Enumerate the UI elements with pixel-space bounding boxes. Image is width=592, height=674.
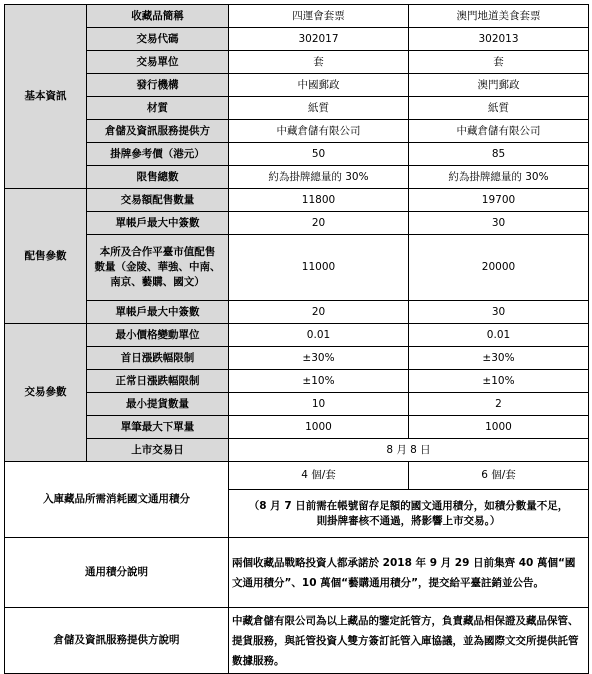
points-required-label: 入庫藏品所需消耗國文通用積分 — [5, 462, 229, 538]
row-label-allocation-qty: 交易額配售數量 — [87, 189, 229, 212]
storage-desc-label: 倉儲及資訊服務提供方說明 — [5, 608, 229, 674]
restricted-total-1: 約為掛牌總量的 30% — [229, 166, 409, 189]
issuer-1: 中國郵政 — [229, 74, 409, 97]
points-desc-label: 通用積分說明 — [5, 538, 229, 608]
product2-name: 澳門地道美食套票 — [409, 5, 589, 28]
row-label-trade-code: 交易代碼 — [87, 28, 229, 51]
normal-day-limit-1: ±10% — [229, 370, 409, 393]
issuer-2: 澳門郵政 — [409, 74, 589, 97]
row-label-listing-date: 上市交易日 — [87, 439, 229, 462]
points-required-1: 4 個/套 — [229, 462, 409, 490]
points-note — [229, 490, 589, 538]
first-day-limit-2: ±30% — [409, 347, 589, 370]
tick-size-1: 0.01 — [229, 324, 409, 347]
market-allocation-2: 20000 — [409, 235, 589, 301]
max-order-1: 1000 — [229, 416, 409, 439]
min-pickup-2: 2 — [409, 393, 589, 416]
storage-provider-2: 中藏倉儲有限公司 — [409, 120, 589, 143]
market-allocation-label-line1: 本所及合作平臺市值配售 — [99, 246, 216, 258]
max-order-2: 1000 — [409, 416, 589, 439]
row-label-first-day-limit: 首日漲跌幅限制 — [87, 347, 229, 370]
max-winning-2a: 20 — [229, 301, 409, 324]
allocation-qty-1: 11800 — [229, 189, 409, 212]
row-label-storage-provider: 倉儲及資訊服務提供方 — [87, 120, 229, 143]
section-trading: 交易參數 — [5, 324, 87, 462]
row-label-max-winning-2: 單帳戶最大中簽數 — [87, 301, 229, 324]
row-label-reference-price: 掛牌參考價（港元） — [87, 143, 229, 166]
material-2: 紙質 — [409, 97, 589, 120]
storage-desc-text: 中藏倉儲有限公司為以上藏品的鑒定託管方，負責藏品相保證及藏品保管、提貨服務，與託管投資人雙方簽訂託管入庫協議，並為國際文交所提供託管數據服務。 — [229, 608, 589, 674]
trade-unit-2: 套 — [409, 51, 589, 74]
row-label-issuer: 發行機構 — [87, 74, 229, 97]
row-label-max-winning-1: 單帳戶最大中簽數 — [87, 212, 229, 235]
points-note-line2: 則掛牌審核不通過，將影響上市交易。） — [316, 514, 501, 527]
allocation-qty-2: 19700 — [409, 189, 589, 212]
row-label-trade-unit: 交易單位 — [87, 51, 229, 74]
row-label-restricted-total: 限售總數 — [87, 166, 229, 189]
listing-date: 8 月 8 日 — [229, 439, 589, 462]
row-label-market-allocation — [87, 235, 229, 301]
row-label-tick-size: 最小價格變動單位 — [87, 324, 229, 347]
points-required-2: 6 個/套 — [409, 462, 589, 490]
trade-code-2: 302013 — [409, 28, 589, 51]
min-pickup-1: 10 — [229, 393, 409, 416]
reference-price-1: 50 — [229, 143, 409, 166]
material-1: 紙質 — [229, 97, 409, 120]
points-desc-text: 兩個收藏品戰略投資人都承諾於 2018 年 9 月 29 日前集齊 40 萬個“國文通用積分”、10 萬個“藝購通用積分”，提交給平臺註銷並公告。 — [229, 538, 589, 608]
storage-provider-1: 中藏倉儲有限公司 — [229, 120, 409, 143]
trade-unit-1: 套 — [229, 51, 409, 74]
section-basic-info: 基本資訊 — [5, 5, 87, 189]
row-label-min-pickup: 最小提貨數量 — [87, 393, 229, 416]
row-label-normal-day-limit: 正常日漲跌幅限制 — [87, 370, 229, 393]
listing-info-table — [4, 4, 589, 674]
section-allocation: 配售參數 — [5, 189, 87, 324]
row-label-material: 材質 — [87, 97, 229, 120]
max-winning-2b: 30 — [409, 301, 589, 324]
col-header-product-name: 收藏品簡稱 — [87, 5, 229, 28]
trade-code-1: 302017 — [229, 28, 409, 51]
points-note-line1: （8 月 7 日前需在帳號留存足額的國文通用積分，如積分數量不足， — [248, 499, 569, 512]
tick-size-2: 0.01 — [409, 324, 589, 347]
first-day-limit-1: ±30% — [229, 347, 409, 370]
max-winning-1b: 30 — [409, 212, 589, 235]
normal-day-limit-2: ±10% — [409, 370, 589, 393]
row-label-max-order: 單筆最大下單量 — [87, 416, 229, 439]
market-allocation-1: 11000 — [229, 235, 409, 301]
product1-name: 四運會套票 — [229, 5, 409, 28]
max-winning-1a: 20 — [229, 212, 409, 235]
reference-price-2: 85 — [409, 143, 589, 166]
market-allocation-label-line2: 數量（金陵、華強、中南、 — [94, 261, 221, 273]
market-allocation-label-line3: 南京、藝購、國文） — [110, 276, 205, 288]
restricted-total-2: 約為掛牌總量的 30% — [409, 166, 589, 189]
